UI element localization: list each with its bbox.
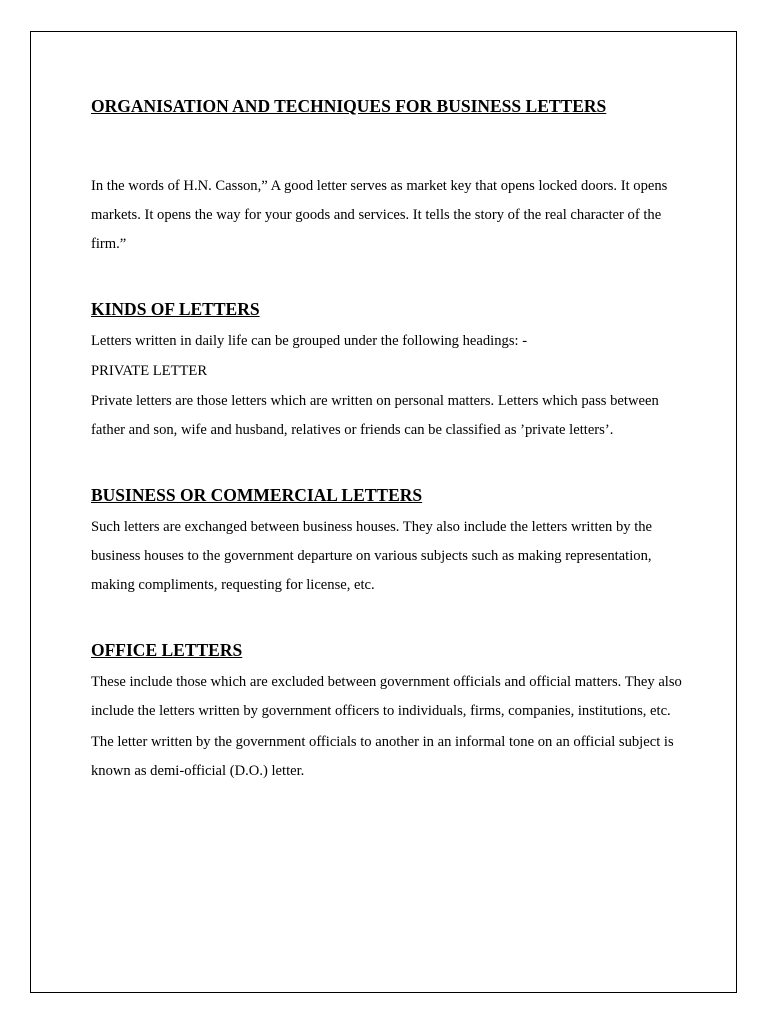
intro-paragraph: In the words of H.N. Casson,” A good letter serves as market key that opens locked doors. It opens markets. It opens the way for your goods and services. It tells the story of the real character of the firm.” [91, 178, 668, 252]
private-letter-paragraph: Private letters are those letters which are written on personal matters. Letters which pass between father and son, wife and husband, relatives or friends can be classified as ’private letters’. [91, 393, 659, 438]
subheading-private-letter: PRIVATE LETTER [91, 363, 208, 379]
office-letters-paragraph-2: The letter written by the government officials to another in an informal tone on an official subject is known as demi-official (D.O.) letter. [91, 734, 674, 779]
kinds-intro-paragraph: Letters written in daily life can be grouped under the following headings: - [91, 333, 528, 349]
heading-office-letters: OFFICE LETTERS [91, 640, 243, 660]
document-title: ORGANISATION AND TECHNIQUES FOR BUSINESS LETTERS [91, 96, 607, 116]
heading-kinds-of-letters: KINDS OF LETTERS [91, 299, 260, 319]
heading-business-letters: BUSINESS OR COMMERCIAL LETTERS [91, 485, 423, 505]
business-letters-paragraph: Such letters are exchanged between business houses. They also include the letters written by the business houses to the government departure on various subjects such as making representation, making compliments, requesting for license, etc. [91, 519, 653, 593]
document-body [91, 92, 691, 786]
office-letters-paragraph-1: These include those which are excluded between government officials and official matters. They also include the letters written by government officers to individuals, firms, companies, institutions, etc. [91, 674, 682, 719]
